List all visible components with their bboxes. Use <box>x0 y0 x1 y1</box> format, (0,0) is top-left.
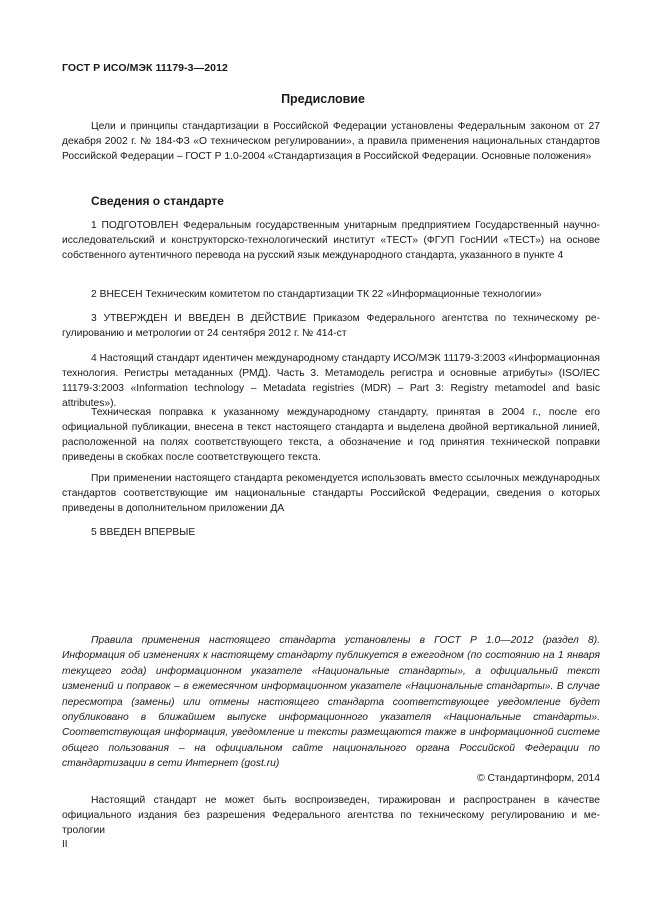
foreword-title: Предисловие <box>281 92 365 106</box>
page-number: II <box>62 839 68 850</box>
copyright: © Стандартинформ, 2014 <box>477 773 600 784</box>
info-item-4: 4 Настоящий стандарт идентичен международному стандарту ИСО/МЭК 11179-3:2003 «Информационная технология. Регистры метаданных (РМД). Часть 3. Метамодель регистра и основные атрибуты» (ISO/IEC 11179-3:2003 «Information technology – Metadata registries (MDR) – Part 3: Registry metamodel and basic attributes»). <box>62 353 600 409</box>
info-item-1: 1 ПОДГОТОВЛЕН Федеральным государственным унитарным предприятием Государственный научно-исследовательский и конструкторско-технологический институт «ТЕСТ» (ФГУП ГосНИИ «ТЕСТ») на основе собственного аутентичного перевода на русский язык международного стандарта, указанного в пункте 4 <box>62 220 600 261</box>
info-item-3: 3 УТВЕРЖДЕН И ВВЕДЕН В ДЕЙСТВИЕ Приказом Федерального агентства по техническому регулированию и метрологии от 24 сентября 2012 г. № 414-ст <box>62 313 600 339</box>
standard-code: ГОСТ Р ИСО/МЭК 11179-3—2012 <box>62 62 228 74</box>
reproduction-notice: Настоящий стандарт не может быть воспроизведен, тиражирован и распространен в качестве официального издания без разрешения Федерального агентства по техническому регулированию и метрологии <box>62 795 600 836</box>
references-text: При применении настоящего стандарта рекомендуется использовать вместо ссылочных международных стандартов соответствующие им национальные стандарты Российской Федерации, сведения о которых приведены в дополнительном приложении ДА <box>62 473 600 514</box>
application-rules-notice: Правила применения настоящего стандарта установлены в ГОСТ Р 1.0—2012 (раздел 8). Информация об изменениях к настоящему стандарту публикуется в ежегодном (по состоянию на 1 января текущего года) информационном указателе «Национальные стандарты», а официальный текст изменений и поправок – в ежемесячном информационном указателе «Национальные стандарты». В случае пересмотра (замены) или отмены настоящего стандарта соответствующее уведомление будет опубликовано в ближайшем выпуске информационного указателя «Национальные стандарты». Соответствующая информация, уведомление и тексты размещаются также в информационной системе общего пользования – на официальном сайте национального органа Российской Федерации по стандартизации в сети Интернет (gost.ru) <box>62 635 600 770</box>
info-item-2: 2 ВНЕСЕН Техническим комитетом по стандартизации ТК 22 «Информационные технологии» <box>91 289 542 300</box>
technical-correction-text: Техническая поправка к указанному международному стандарту, принятая в 2004 г., после его официальной публикации, внесена в текст настоящего стандарта и выделена двойной вертикальной линией, расположенной на полях соответствующего текста, а обозначение и год принятия технической поправки приведены в скобках после соответствующего текста. <box>62 407 600 463</box>
standard-info-title: Сведения о стандарте <box>91 194 224 208</box>
foreword-text: Цели и принципы стандартизации в Российской Федерации установлены Федеральным законом от 27 декабря 2002 г. № 184-ФЗ «О техническом регулировании», а правила применения национальных стандартов Российской Федерации – ГОСТ Р 1.0-2004 «Стандартизация в Российской Федерации. Основные положения» <box>62 121 600 162</box>
info-item-5: 5 ВВЕДЕН ВПЕРВЫЕ <box>91 527 196 538</box>
